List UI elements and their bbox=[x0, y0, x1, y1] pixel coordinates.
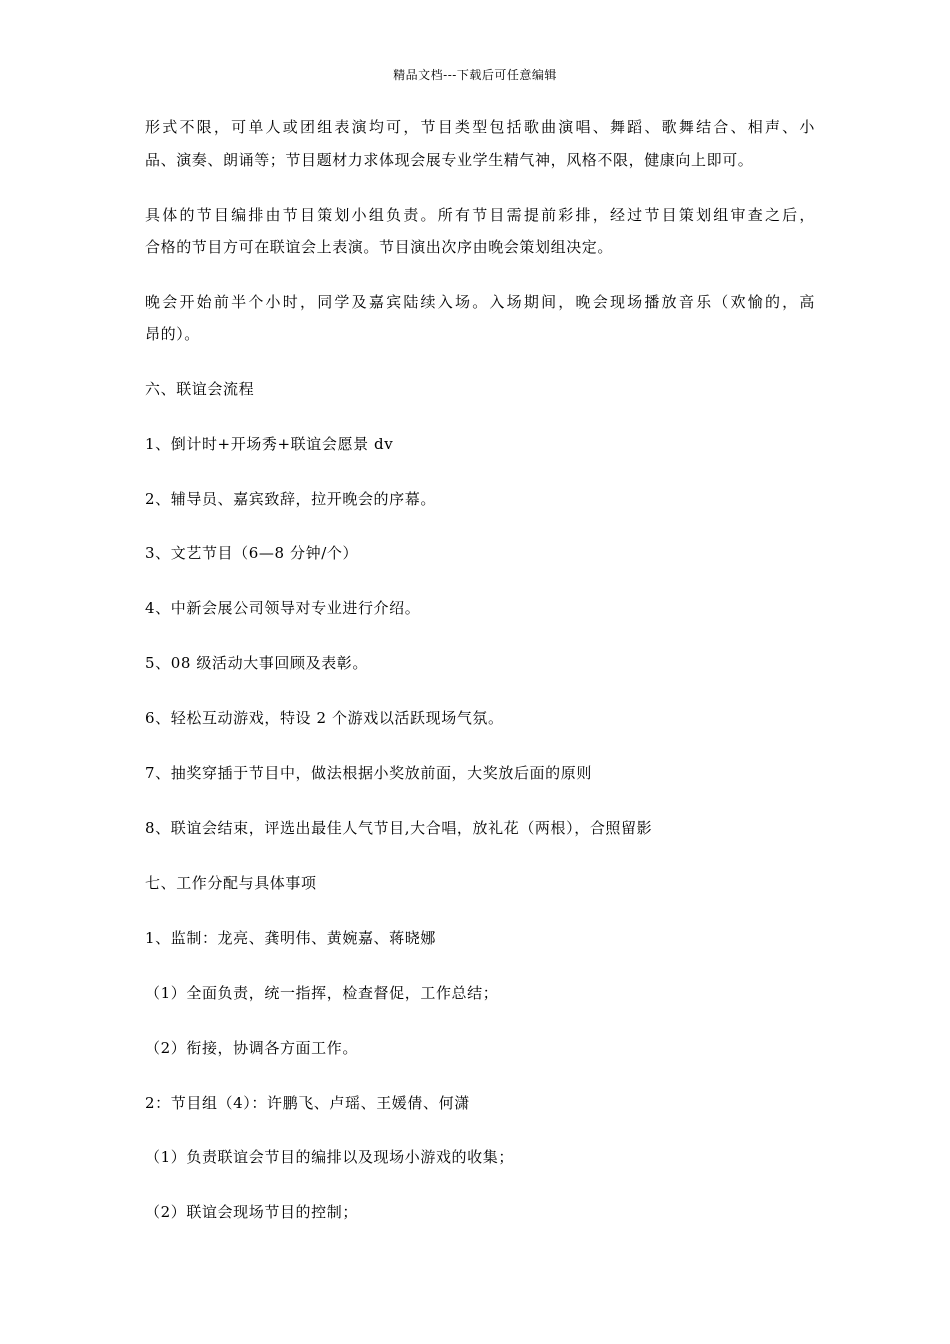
section-7-item-4: 2：节目组（4）：许鹏飞、卢瑶、王媛倩、何潇 bbox=[145, 1094, 470, 1112]
section-7-item-3: （2）衔接，协调各方面工作。 bbox=[145, 1039, 358, 1057]
section-6-item-8: 8、联谊会结束，评选出最佳人气节目,大合唱，放礼花（两根），合照留影 bbox=[145, 819, 653, 837]
section-6-item-7: 7、抽奖穿插于节目中，做法根据小奖放前面，大奖放后面的原则 bbox=[145, 764, 592, 782]
section-6-item-2: 2、辅导员、嘉宾致辞，拉开晚会的序幕。 bbox=[145, 490, 436, 508]
section-6-item-3: 3、文艺节目（6—8 分钟/个） bbox=[145, 544, 359, 562]
paragraph-3-line-2: 昂的）。 bbox=[145, 325, 200, 343]
paragraph-1-line-2: 品、演奏、朗诵等；节目题材力求体现会展专业学生精气神，风格不限，健康向上即可。 bbox=[145, 151, 754, 169]
section-6-item-5: 5、08 级活动大事回顾及表彰。 bbox=[145, 654, 368, 672]
section-7-title: 七、工作分配与具体事项 bbox=[145, 874, 317, 892]
section-6-item-1: 1、倒计时+开场秀+联谊会愿景 dv bbox=[145, 435, 394, 453]
section-7-item-5: （1）负责联谊会节目的编排以及现场小游戏的收集； bbox=[145, 1148, 514, 1166]
section-6-item-6: 6、轻松互动游戏，特设 2 个游戏以活跃现场气氛。 bbox=[145, 709, 504, 727]
page-header: 精品文档---下载后可任意编辑 bbox=[393, 68, 557, 82]
section-7-item-6: （2）联谊会现场节目的控制； bbox=[145, 1203, 358, 1221]
paragraph-2-line-1: 具体的节目编排由节目策划小组负责。所有节目需提前彩排，经过节目策划组审查之后， bbox=[145, 206, 815, 224]
paragraph-2-line-2: 合格的节目方可在联谊会上表演。节目演出次序由晚会策划组决定。 bbox=[145, 238, 614, 256]
section-6-title: 六、联谊会流程 bbox=[145, 380, 255, 398]
section-7-item-1: 1、监制：龙亮、龚明伟、黄婉嘉、蒋晓娜 bbox=[145, 929, 436, 947]
paragraph-1-line-1: 形式不限，可单人或团组表演均可，节目类型包括歌曲演唱、舞蹈、歌舞结合、相声、小 bbox=[145, 118, 815, 136]
paragraph-3-line-1: 晚会开始前半个小时，同学及嘉宾陆续入场。入场期间，晚会现场播放音乐（欢愉的，高 bbox=[145, 293, 815, 311]
section-6-item-4: 4、中新会展公司领导对专业进行介绍。 bbox=[145, 599, 421, 617]
section-7-item-2: （1）全面负责，统一指挥，检查督促，工作总结； bbox=[145, 984, 499, 1002]
